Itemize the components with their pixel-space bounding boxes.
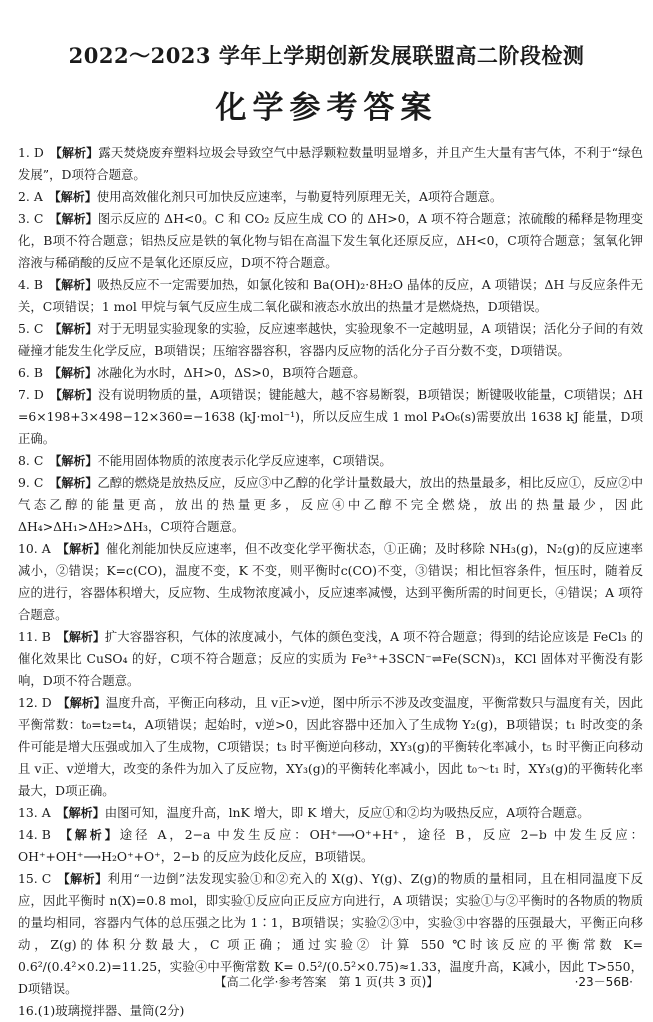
question-number: 15.	[18, 871, 38, 886]
answer-choice: C	[41, 871, 52, 886]
answer-item	[18, 626, 643, 692]
analysis-tag: 【解析】	[57, 696, 106, 710]
analysis-tag: 【解析】	[49, 146, 99, 160]
analysis-text: 露天焚烧废弃塑料垃圾会导致空气中悬浮颗粒数量明显增多，并且产生大量有害气体，不利于“绿色发展”，D项符合题意。	[18, 145, 643, 182]
answer-item	[18, 142, 643, 186]
answer-choice: C	[33, 211, 44, 226]
answer-choice: C	[33, 475, 44, 490]
answer-item	[18, 472, 643, 538]
analysis-tag: 【解析】	[56, 630, 105, 644]
analysis-tag: 【解析】	[57, 872, 108, 886]
question-number: 8.	[18, 453, 30, 468]
analysis-text: 催化剂能加快反应速率，但不改变化学平衡状态，①正确；及时移除 NH₃(g)，N₂(g)的反应速率减小，②错误；K=c(CO)，温度不变，K 不变，则平衡时c(CO)不变，③错误；相比恒容条件，恒压时，随着反应的进行，容器体积增大，反应物、生成物浓度减小，反应速率减慢，达到平衡所需的时间更长，④错误；A 项符合题意。	[18, 541, 643, 622]
answer-choice: D	[41, 695, 52, 710]
analysis-tag: 【解析】	[49, 476, 98, 490]
question-number: 10.	[18, 541, 38, 556]
footer-page-info: 【高二化学·参考答案 第 1 页(共 3 页)】	[214, 975, 439, 989]
analysis-text: 对于无明显实验现象的实验，反应速率越快，实验现象不一定越明显，A 项错误；活化分子间的有效碰撞才能发生化学反应，B项错误；压缩容器容积，容器内反应物的活化分子百分数不变，D项错误。	[18, 321, 644, 358]
analysis-text: 冰融化为水时，ΔH>0，ΔS>0，B项符合题意。	[96, 365, 366, 380]
analysis-tag: 【解析】	[48, 190, 97, 204]
question-number: 14.	[18, 827, 38, 842]
question-number: 12.	[18, 695, 38, 710]
footer-code: ·23－56B·	[574, 975, 633, 989]
analysis-text: (1)玻璃搅拌器、量筒(2分)	[37, 1003, 185, 1018]
question-number: 13.	[18, 805, 38, 820]
analysis-text: 利用“一边倒”法发现实验①和②充入的 X(g)、Y(g)、Z(g)的物质的量相同，且在相同温度下反应，因此平衡时 n(X)=0.8 mol，即实验①反应向正反应方向进行，A 项错误；实验①与②平衡时的各物质的物质的量均相同，容器内气体的总压强之比为 1∶1，B项错误；实验②③中，实验③中容器的压强最大，平衡正向移动，Z(g)的体积分数最大，C 项正确；通过实验② 计算 550 ℃时该反应的平衡常数 K= 0.6²/(0.4²×0.2)=11.25，实验④中平衡常数 K= 0.5²/(0.5²×0.75)≈1.33，温度升高，K减小，因此 T>550，D项错误。	[18, 871, 643, 996]
answer-item	[18, 186, 643, 208]
answer-choice: C	[33, 453, 44, 468]
answer-choice: A	[41, 805, 51, 820]
question-number: 3.	[18, 211, 30, 226]
answer-item	[18, 208, 643, 274]
analysis-text: 不能用固体物质的浓度表示化学反应速率，C项错误。	[97, 453, 392, 468]
question-number: 2.	[18, 189, 30, 204]
answer-choice: D	[33, 387, 44, 402]
question-number: 11.	[18, 629, 38, 644]
analysis-tag: 【解析】	[56, 828, 120, 842]
answer-choice: B	[41, 827, 51, 842]
analysis-text: 使用高效催化剂只可加快反应速率，与勒夏特列原理无关，A项符合题意。	[96, 189, 503, 204]
answer-item	[18, 450, 643, 472]
answer-item	[18, 692, 643, 802]
analysis-tag: 【解析】	[49, 322, 98, 336]
question-number: 6.	[18, 365, 30, 380]
answer-choice: A	[33, 189, 43, 204]
analysis-tag: 【解析】	[56, 542, 106, 556]
answer-item	[18, 384, 643, 450]
page-subtitle: 化学参考答案	[215, 90, 438, 126]
answer-choice: B	[33, 277, 43, 292]
answer-choice: D	[33, 145, 44, 160]
answer-list	[18, 142, 643, 1022]
answer-choice: C	[33, 321, 44, 336]
question-number: 4.	[18, 277, 30, 292]
question-number: 5.	[18, 321, 30, 336]
answer-item	[18, 538, 643, 626]
answer-item	[18, 318, 643, 362]
question-number: 9.	[18, 475, 30, 490]
analysis-tag: 【解析】	[49, 454, 98, 468]
page-footer	[0, 973, 653, 995]
analysis-text: 没有说明物质的量，A项错误；键能越大，越不容易断裂，B项错误；断键吸收能量，C项错误；ΔH =6×198+3×498−12×360=−1638 (kJ·mol⁻¹)，所以反应生成 1 mol P₄O₆(s)需要放出 1638 kJ 能量，D项正确。	[18, 387, 643, 446]
answer-item	[18, 274, 643, 318]
analysis-text: 温度升高，平衡正向移动，且 v正>v逆，图中所示不涉及改变温度，平衡常数只与温度有关，因此平衡常数：t₀=t₂=t₄，A项错误；起始时，v逆>0，因此容器中还加入了生成物 Y₂(g)，B项错误；t₁ 时改变的条件可能是增大压强或加入了生成物，C项错误；t₃ 时平衡逆向移动，XY₃(g)的平衡转化率减小，t₅ 时平衡正向移动且 v正、v逆增大，改变的条件为加入了反应物，XY₃(g)的平衡转化率减小，因此 t₀～t₁ 时，XY₃(g)的平衡转化率最大，D项正确。	[18, 695, 643, 798]
analysis-tag: 【解析】	[49, 388, 99, 402]
answer-choice: A	[41, 541, 51, 556]
analysis-text: 扩大容器容积，气体的浓度减小，气体的颜色变浅，A 项不符合题意；得到的结论应该是 FeCl₃ 的催化效果比 CuSO₄ 的好，C项不符合题意；反应的实质为 Fe³⁺+3SCN⁻⇌Fe(SCN)₃，KCl 固体对平衡没有影响，D项不符合题意。	[18, 629, 643, 688]
analysis-tag: 【解析】	[56, 806, 105, 820]
page-title: 2022～2023 学年上学期创新发展联盟高二阶段检测	[68, 43, 585, 68]
answer-item	[18, 824, 643, 868]
answer-item	[18, 362, 643, 384]
analysis-tag: 【解析】	[48, 366, 97, 380]
analysis-text: 吸热反应不一定需要加热，如氯化铵和 Ba(OH)₂·8H₂O 晶体的反应，A 项错误；ΔH 与反应条件无关，C项错误；1 mol 甲烷与氧气反应生成二氧化碳和液态水放出的热量才是燃烧热，D项错误。	[18, 277, 643, 314]
analysis-tag: 【解析】	[48, 278, 98, 292]
analysis-text: 图示反应的 ΔH<0。C 和 CO₂ 反应生成 CO 的 ΔH>0，A 项不符合题意；浓硫酸的稀释是物理变化，B项不符合题意；铝热反应是铁的氧化物与铝在高温下发生氧化还原反应，ΔH<0，C项符合题意；氢氧化钾溶液与稀硝酸的反应不是氧化还原反应，D项不符合题意。	[18, 211, 643, 270]
analysis-text: 途径 A，2−a 中发生反应：OH⁺⟶O⁺+H⁺，途径 B，反应 2−b 中发生反应：OH⁺+OH⁺⟶H₂O⁺+O⁺，2−b 的反应为歧化反应，B项错误。	[18, 827, 643, 864]
question-number: 16.	[18, 1003, 38, 1018]
answer-item	[18, 1000, 643, 1022]
answer-item	[18, 802, 643, 824]
analysis-text: 乙醇的燃烧是放热反应，反应③中乙醇的化学计量数最大，放出的热量最多，相比反应①，反应②中气态乙醇的能量更高，放出的热量更多，反应④中乙醇不完全燃烧，放出的热量最少，因此 ΔH₄>ΔH₁>ΔH₂>ΔH₃，C项符合题意。	[18, 475, 643, 534]
answer-choice: B	[33, 365, 43, 380]
question-number: 7.	[18, 387, 30, 402]
analysis-text: 由图可知，温度升高，lnK 增大，即 K 增大，反应①和②均为吸热反应，A项符合题意。	[104, 805, 590, 820]
answer-choice: B	[41, 629, 51, 644]
analysis-tag: 【解析】	[49, 212, 98, 226]
question-number: 1.	[18, 145, 30, 160]
